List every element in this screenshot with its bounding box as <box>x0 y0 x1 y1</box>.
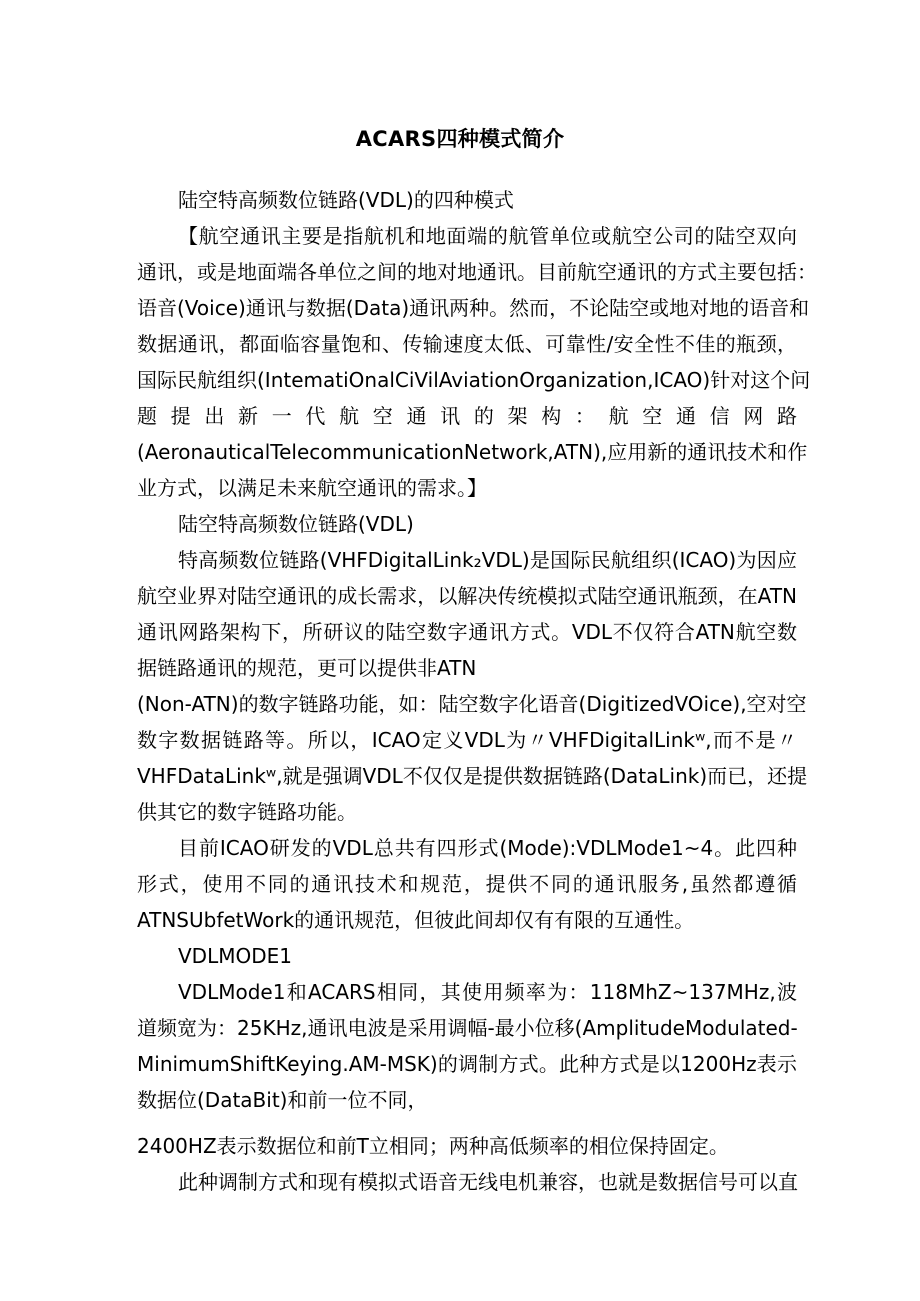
section-heading: 陆空特高频数位链路(VDL) <box>178 512 414 536</box>
paragraph-line: 道频宽为：25KHz,通讯电波是采用调幅-最小位移(AmplitudeModulated- <box>137 1016 798 1040</box>
paragraph-line: 国际民航组织(IntematiOnalCiVilAviationOrganization,ICAO)针对这个问 <box>137 368 811 392</box>
paragraph-line: 此种调制方式和现有模拟式语音无线电机兼容，也就是数据信号可以直 <box>178 1170 798 1194</box>
paragraph-line: (AeronauticalTelecommunicationNetwork,ATN),应用新的通讯技术和作 <box>137 440 808 464</box>
paragraph-line: 2400HZ表示数据位和前T立相同；两种高低频率的相位保持固定。 <box>137 1134 729 1158</box>
paragraph-line: VDLMode1和ACARS相同，其使用频率为：118MhZ~137MHz,波 <box>178 980 797 1004</box>
paragraph-line: 语音(Voice)通讯与数据(Data)通讯两种。然而，不论陆空或地对地的语音和 <box>137 296 810 320</box>
paragraph-line: 题 提 出 新 一 代 航 空 通 讯 的 架 构 ： 航 空 通 信 网 路 <box>137 404 797 428</box>
document-title: ACARS四种模式简介 <box>355 127 565 151</box>
paragraph-line: 【航空通讯主要是指航机和地面端的航管单位或航空公司的陆空双向 <box>178 224 797 248</box>
paragraph-line: 数据位(DataBit)和前一位不同， <box>137 1088 428 1112</box>
paragraph-line: 特高频数位链路(VHFDigitalLink₂VDL)是国际民航组织(ICAO)为因应 <box>178 548 797 572</box>
paragraph-line: 通讯，或是地面端各单位之间的地对地通讯。目前航空通讯的方式主要包括： <box>137 260 817 284</box>
paragraph-line: 数字数据链路等。所以，ICAO定义VDL为〃VHFDigitalLinkʷ,而不是〃 <box>137 728 797 752</box>
paragraph-line: 形式，使用不同的通讯技术和规范，提供不同的通讯服务,虽然都遵循 <box>137 872 797 896</box>
paragraph-line: 陆空特高频数位链路(VDL)的四种模式 <box>178 188 514 212</box>
paragraph-line: 通讯网路架构下，所研议的陆空数字通讯方式。VDL不仅符合ATN航空数 <box>137 620 797 644</box>
section-heading: VDLMODE1 <box>178 944 292 968</box>
paragraph-line: 据链路通讯的规范，更可以提供非ATN <box>137 656 477 680</box>
paragraph-line: ATNSUbfetWork的通讯规范，但彼此间却仅有有限的互通性。 <box>137 908 695 932</box>
paragraph-line: 目前ICAO研发的VDL总共有四形式(Mode):VDLMode1~4。此四种 <box>178 836 797 860</box>
paragraph-line: MinimumShiftKeying.AM-MSK)的调制方式。此种方式是以1200Hz表示 <box>137 1052 797 1076</box>
paragraph-line: (Non-ATN)的数字链路功能，如：陆空数字化语音(DigitizedVOice),空对空 <box>137 692 807 716</box>
paragraph-line: VHFDataLinkʷ,就是强调VDL不仅仅是提供数据链路(DataLink)而已，还提 <box>137 764 808 788</box>
paragraph-line: 航空业界对陆空通讯的成长需求，以解决传统模拟式陆空通讯瓶颈，在ATN <box>137 584 797 608</box>
paragraph-line: 业方式，以满足未来航空通讯的需求。】 <box>137 476 487 500</box>
paragraph-line: 供其它的数字链路功能。 <box>137 800 357 824</box>
paragraph-line: 数据通讯，都面临容量饱和、传输速度太低、可靠性/安全性不佳的瓶颈， <box>137 332 797 356</box>
